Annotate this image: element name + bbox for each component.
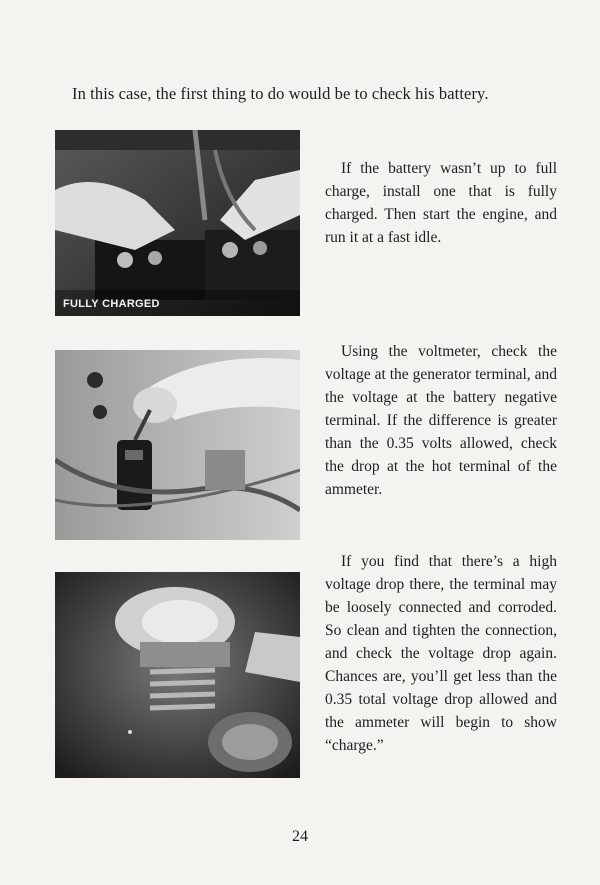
paragraph-clean-terminal: If you find that there’s a high voltage drop there, the terminal may be loosely connected and corroded. So clean and tighten the connection, and check the voltage drop again. Chances are, you’ll get less than the 0.35 total voltage drop allowed and the ammeter will begin to show “charge.” (325, 553, 557, 754)
paragraph-voltmeter-check: Using the voltmeter, check the voltage at the generator terminal, and the voltage at the battery negative terminal. If the difference is greater than the 0.35 volts allowed, check the drop at the hot terminal of the ammeter. (325, 343, 557, 498)
photo-caption-label: FULLY CHARGED (63, 298, 160, 310)
page-number: 24 (292, 828, 308, 845)
battery-installation-photo (55, 130, 300, 316)
voltmeter-check-photo (55, 350, 300, 540)
intro-sentence: In this case, the first thing to do would be to check his battery. (72, 84, 489, 103)
terminal-bolt-photo (55, 572, 300, 778)
paragraph-install-battery: If the battery wasn’t up to full charge, install one that is fully charged. Then start the engine, and run it at a fast idle. (325, 160, 557, 246)
